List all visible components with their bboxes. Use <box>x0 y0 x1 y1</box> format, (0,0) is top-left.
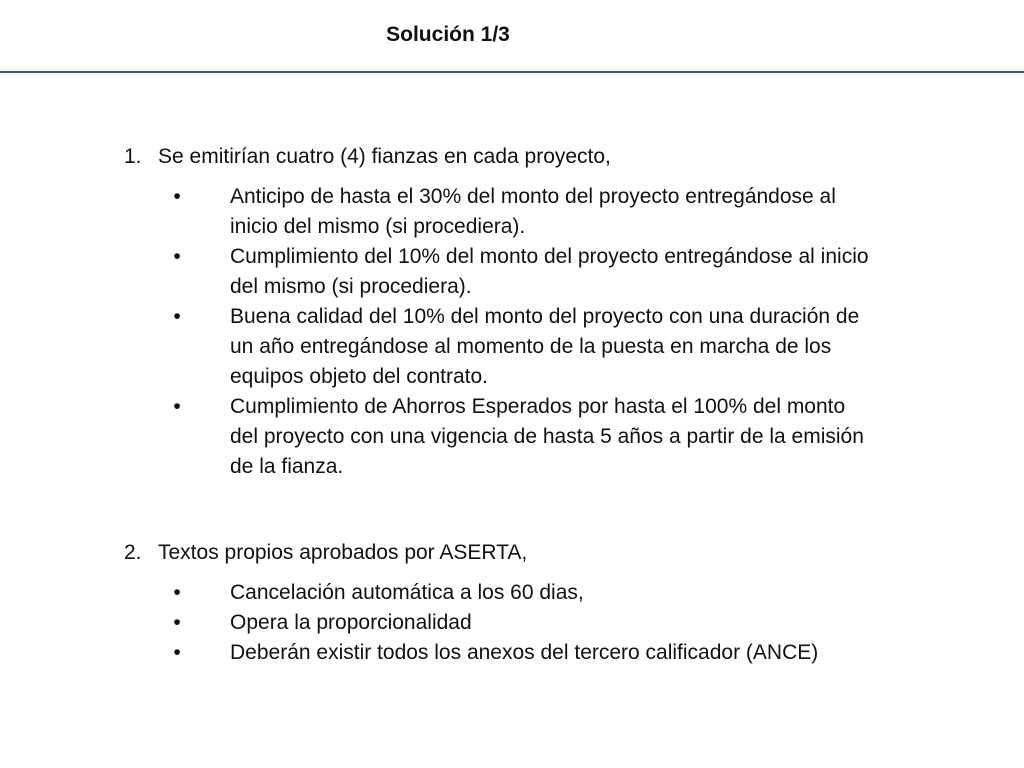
bullet-icon: • <box>173 611 181 634</box>
section-2 <box>124 538 904 668</box>
bullet-text: Cumplimiento de Ahorros Esperados por hasta el 100% del monto del proyecto con una vigencia de hasta 5 años a partir de la emisión de la fianza. <box>230 395 864 478</box>
bullet-icon: • <box>173 395 181 418</box>
section-number: 2. <box>124 541 142 564</box>
slide-title: Solución 1/3 <box>386 23 510 46</box>
list-item <box>124 182 904 242</box>
section-heading <box>124 538 904 568</box>
bullet-text: Deberán existir todos los anexos del tercero calificador (ANCE) <box>230 641 819 664</box>
bullet-icon: • <box>173 581 181 604</box>
section-1 <box>124 142 904 482</box>
bullet-text: Cancelación automática a los 60 dias, <box>230 581 584 604</box>
bullet-text: Opera la proporcionalidad <box>230 611 472 634</box>
bullet-icon: • <box>173 245 181 268</box>
bullet-list <box>124 578 904 668</box>
title-divider <box>0 71 1024 73</box>
section-number: 1. <box>124 145 142 168</box>
bullet-text: Cumplimiento del 10% del monto del proyecto entregándose al inicio del mismo (si procediera). <box>230 245 869 298</box>
bullet-text: Anticipo de hasta el 30% del monto del proyecto entregándose al inicio del mismo (si procediera). <box>230 185 836 238</box>
list-item <box>124 578 904 608</box>
section-heading <box>124 142 904 172</box>
list-item <box>124 242 904 302</box>
bullet-icon: • <box>173 185 181 208</box>
section-heading-text: Se emitirían cuatro (4) fianzas en cada proyecto, <box>158 145 611 168</box>
list-item <box>124 638 904 668</box>
section-heading-text: Textos propios aprobados por ASERTA, <box>158 541 528 564</box>
list-item <box>124 608 904 638</box>
list-item <box>124 392 904 482</box>
list-item <box>124 302 904 392</box>
bullet-text: Buena calidad del 10% del monto del proyecto con una duración de un año entregándose al momento de la puesta en marcha de los equipos objeto del contrato. <box>230 305 860 388</box>
bullet-icon: • <box>173 641 181 664</box>
bullet-icon: • <box>173 305 181 328</box>
bullet-list <box>124 182 904 482</box>
